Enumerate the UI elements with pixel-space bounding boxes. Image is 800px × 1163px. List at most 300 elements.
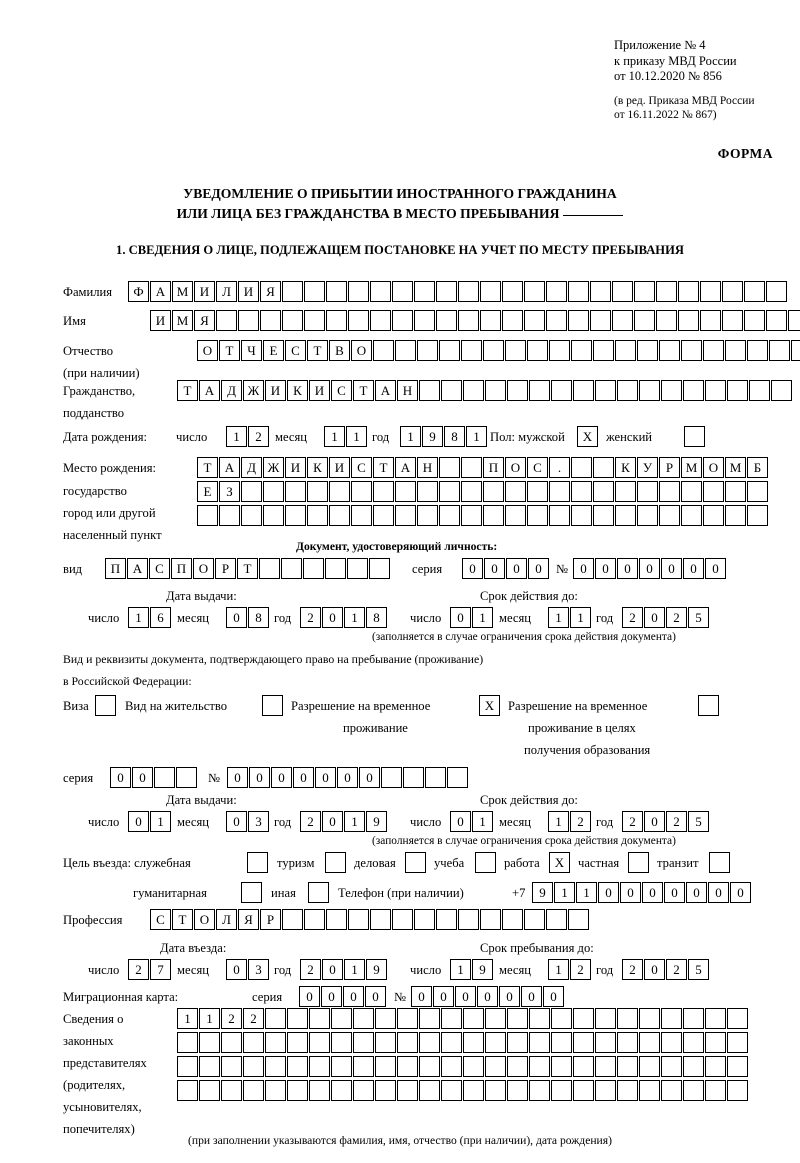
char-cell[interactable]	[304, 281, 325, 302]
char-cell[interactable]	[549, 505, 570, 526]
char-cell[interactable]	[634, 310, 655, 331]
char-cell[interactable]: К	[287, 380, 308, 401]
char-cell[interactable]	[347, 558, 368, 579]
patronymic-input[interactable]	[197, 340, 800, 361]
char-cell[interactable]	[282, 310, 303, 331]
char-cell[interactable]: П	[483, 457, 504, 478]
phone-input[interactable]	[532, 882, 752, 903]
char-cell[interactable]: Т	[172, 909, 193, 930]
char-cell[interactable]	[549, 340, 570, 361]
char-cell[interactable]	[331, 1032, 352, 1053]
char-cell[interactable]	[403, 767, 424, 788]
char-cell[interactable]: Я	[238, 909, 259, 930]
char-cell[interactable]	[373, 481, 394, 502]
char-cell[interactable]	[527, 505, 548, 526]
char-cell[interactable]	[419, 1080, 440, 1101]
char-cell[interactable]: 8	[248, 607, 269, 628]
char-cell[interactable]: О	[197, 340, 218, 361]
char-cell[interactable]	[639, 1080, 660, 1101]
char-cell[interactable]: 0	[573, 558, 594, 579]
char-cell[interactable]: М	[725, 457, 746, 478]
char-cell[interactable]: 0	[343, 986, 364, 1007]
temp-residence-checkbox[interactable]: X	[479, 695, 500, 716]
char-cell[interactable]: 2	[622, 811, 643, 832]
char-cell[interactable]	[705, 1080, 726, 1101]
char-cell[interactable]: 3	[248, 959, 269, 980]
char-cell[interactable]	[287, 1032, 308, 1053]
char-cell[interactable]: И	[238, 281, 259, 302]
char-cell[interactable]	[593, 457, 614, 478]
char-cell[interactable]: 0	[337, 767, 358, 788]
char-cell[interactable]	[281, 558, 302, 579]
char-cell[interactable]	[617, 380, 638, 401]
char-cell[interactable]: 9	[366, 811, 387, 832]
char-cell[interactable]: 0	[642, 882, 663, 903]
entry-month-input[interactable]	[226, 959, 270, 980]
char-cell[interactable]: 0	[730, 882, 751, 903]
char-cell[interactable]	[458, 310, 479, 331]
char-cell[interactable]	[483, 481, 504, 502]
char-cell[interactable]	[436, 909, 457, 930]
char-cell[interactable]	[395, 340, 416, 361]
char-cell[interactable]	[414, 310, 435, 331]
char-cell[interactable]	[725, 481, 746, 502]
char-cell[interactable]	[419, 1032, 440, 1053]
char-cell[interactable]	[617, 1032, 638, 1053]
char-cell[interactable]	[221, 1032, 242, 1053]
char-cell[interactable]: 5	[688, 811, 709, 832]
char-cell[interactable]: Л	[216, 909, 237, 930]
char-cell[interactable]: 9	[472, 959, 493, 980]
char-cell[interactable]: 0	[110, 767, 131, 788]
char-cell[interactable]	[265, 1008, 286, 1029]
char-cell[interactable]	[507, 1032, 528, 1053]
char-cell[interactable]	[593, 481, 614, 502]
char-cell[interactable]: М	[172, 281, 193, 302]
char-cell[interactable]	[700, 281, 721, 302]
migration-number-input[interactable]	[411, 986, 565, 1007]
doc-number-input[interactable]	[573, 558, 727, 579]
char-cell[interactable]	[381, 767, 402, 788]
char-cell[interactable]	[571, 457, 592, 478]
char-cell[interactable]	[216, 310, 237, 331]
char-cell[interactable]: 9	[532, 882, 553, 903]
char-cell[interactable]	[725, 505, 746, 526]
char-cell[interactable]	[725, 340, 746, 361]
char-cell[interactable]	[722, 310, 743, 331]
char-cell[interactable]	[326, 909, 347, 930]
char-cell[interactable]	[447, 767, 468, 788]
char-cell[interactable]	[441, 1008, 462, 1029]
char-cell[interactable]	[595, 380, 616, 401]
char-cell[interactable]: 0	[683, 558, 704, 579]
char-cell[interactable]	[259, 558, 280, 579]
char-cell[interactable]	[681, 481, 702, 502]
char-cell[interactable]	[507, 1008, 528, 1029]
char-cell[interactable]	[241, 481, 262, 502]
birth-place-line-1[interactable]	[197, 457, 769, 478]
char-cell[interactable]	[265, 1056, 286, 1077]
char-cell[interactable]: 1	[576, 882, 597, 903]
char-cell[interactable]	[395, 481, 416, 502]
char-cell[interactable]	[595, 1080, 616, 1101]
char-cell[interactable]	[485, 1008, 506, 1029]
char-cell[interactable]	[439, 505, 460, 526]
char-cell[interactable]	[425, 767, 446, 788]
char-cell[interactable]: 0	[132, 767, 153, 788]
char-cell[interactable]: 1	[128, 607, 149, 628]
char-cell[interactable]	[546, 909, 567, 930]
purpose-work-checkbox[interactable]: X	[549, 852, 570, 873]
purpose-other-checkbox[interactable]	[308, 882, 329, 903]
permit-valid-month-input[interactable]	[548, 811, 592, 832]
char-cell[interactable]: Е	[197, 481, 218, 502]
char-cell[interactable]: 1	[226, 426, 247, 447]
permit-issue-month-input[interactable]	[226, 811, 270, 832]
purpose-tourism-checkbox[interactable]	[325, 852, 346, 873]
char-cell[interactable]: Д	[221, 380, 242, 401]
char-cell[interactable]	[480, 909, 501, 930]
char-cell[interactable]	[238, 310, 259, 331]
char-cell[interactable]	[615, 505, 636, 526]
char-cell[interactable]: 0	[543, 986, 564, 1007]
char-cell[interactable]	[263, 505, 284, 526]
char-cell[interactable]	[397, 1056, 418, 1077]
char-cell[interactable]: 0	[644, 607, 665, 628]
char-cell[interactable]	[307, 481, 328, 502]
char-cell[interactable]: И	[285, 457, 306, 478]
char-cell[interactable]	[703, 505, 724, 526]
char-cell[interactable]	[661, 380, 682, 401]
char-cell[interactable]	[639, 380, 660, 401]
char-cell[interactable]: 0	[644, 959, 665, 980]
char-cell[interactable]	[612, 310, 633, 331]
citizenship-input[interactable]	[177, 380, 793, 401]
char-cell[interactable]: К	[307, 457, 328, 478]
char-cell[interactable]	[392, 909, 413, 930]
char-cell[interactable]: Е	[263, 340, 284, 361]
char-cell[interactable]	[747, 481, 768, 502]
char-cell[interactable]	[199, 1056, 220, 1077]
char-cell[interactable]	[154, 767, 175, 788]
char-cell[interactable]	[419, 1008, 440, 1029]
char-cell[interactable]	[634, 281, 655, 302]
char-cell[interactable]	[329, 505, 350, 526]
char-cell[interactable]: 2	[300, 811, 321, 832]
char-cell[interactable]: .	[549, 457, 570, 478]
char-cell[interactable]	[661, 1080, 682, 1101]
char-cell[interactable]	[659, 505, 680, 526]
char-cell[interactable]	[617, 1080, 638, 1101]
char-cell[interactable]	[615, 340, 636, 361]
char-cell[interactable]	[219, 505, 240, 526]
doc-issue-year-input[interactable]	[300, 607, 388, 628]
permit-series-input[interactable]	[110, 767, 198, 788]
char-cell[interactable]	[331, 1008, 352, 1029]
char-cell[interactable]	[485, 1080, 506, 1101]
char-cell[interactable]	[683, 1008, 704, 1029]
char-cell[interactable]	[353, 1056, 374, 1077]
char-cell[interactable]	[309, 1080, 330, 1101]
char-cell[interactable]	[326, 310, 347, 331]
char-cell[interactable]	[681, 505, 702, 526]
char-cell[interactable]: З	[219, 481, 240, 502]
char-cell[interactable]	[551, 1080, 572, 1101]
char-cell[interactable]	[678, 281, 699, 302]
char-cell[interactable]	[419, 380, 440, 401]
char-cell[interactable]: 1	[344, 607, 365, 628]
char-cell[interactable]	[375, 1080, 396, 1101]
char-cell[interactable]	[727, 1008, 748, 1029]
char-cell[interactable]	[527, 340, 548, 361]
char-cell[interactable]: 0	[462, 558, 483, 579]
char-cell[interactable]: 2	[666, 811, 687, 832]
char-cell[interactable]	[373, 505, 394, 526]
char-cell[interactable]: М	[681, 457, 702, 478]
char-cell[interactable]	[529, 1080, 550, 1101]
legal-rep-line-4[interactable]	[177, 1080, 749, 1101]
char-cell[interactable]	[573, 1032, 594, 1053]
char-cell[interactable]	[309, 1032, 330, 1053]
char-cell[interactable]	[441, 1080, 462, 1101]
char-cell[interactable]: Р	[659, 457, 680, 478]
char-cell[interactable]: Т	[373, 457, 394, 478]
permit-issue-day-input[interactable]	[128, 811, 172, 832]
char-cell[interactable]	[282, 281, 303, 302]
char-cell[interactable]	[703, 481, 724, 502]
char-cell[interactable]	[590, 281, 611, 302]
char-cell[interactable]	[375, 1032, 396, 1053]
sex-female-checkbox[interactable]	[684, 426, 705, 447]
char-cell[interactable]	[485, 380, 506, 401]
char-cell[interactable]: С	[351, 457, 372, 478]
char-cell[interactable]: 1	[150, 811, 171, 832]
purpose-official-checkbox[interactable]	[247, 852, 268, 873]
profession-input[interactable]	[150, 909, 590, 930]
char-cell[interactable]	[351, 505, 372, 526]
char-cell[interactable]: 0	[227, 767, 248, 788]
char-cell[interactable]: С	[331, 380, 352, 401]
char-cell[interactable]	[568, 909, 589, 930]
char-cell[interactable]: 0	[411, 986, 432, 1007]
char-cell[interactable]	[304, 310, 325, 331]
char-cell[interactable]	[463, 1008, 484, 1029]
char-cell[interactable]	[639, 1056, 660, 1077]
char-cell[interactable]: 0	[664, 882, 685, 903]
char-cell[interactable]: А	[219, 457, 240, 478]
char-cell[interactable]	[727, 380, 748, 401]
char-cell[interactable]	[571, 481, 592, 502]
doc-issue-day-input[interactable]	[128, 607, 172, 628]
char-cell[interactable]	[353, 1008, 374, 1029]
char-cell[interactable]: 0	[521, 986, 542, 1007]
legal-rep-line-3[interactable]	[177, 1056, 749, 1077]
char-cell[interactable]: 0	[644, 811, 665, 832]
char-cell[interactable]: Т	[197, 457, 218, 478]
char-cell[interactable]	[595, 1032, 616, 1053]
char-cell[interactable]	[436, 310, 457, 331]
char-cell[interactable]: 0	[477, 986, 498, 1007]
char-cell[interactable]: 0	[315, 767, 336, 788]
char-cell[interactable]	[659, 481, 680, 502]
char-cell[interactable]	[507, 1080, 528, 1101]
char-cell[interactable]	[568, 281, 589, 302]
char-cell[interactable]: А	[199, 380, 220, 401]
char-cell[interactable]: О	[505, 457, 526, 478]
char-cell[interactable]: 2	[622, 959, 643, 980]
char-cell[interactable]	[551, 1032, 572, 1053]
char-cell[interactable]	[661, 1008, 682, 1029]
char-cell[interactable]	[705, 1032, 726, 1053]
char-cell[interactable]: О	[351, 340, 372, 361]
doc-kind-input[interactable]	[105, 558, 391, 579]
char-cell[interactable]: 0	[322, 959, 343, 980]
legal-rep-line-1[interactable]	[177, 1008, 749, 1029]
char-cell[interactable]	[722, 281, 743, 302]
char-cell[interactable]	[788, 310, 800, 331]
char-cell[interactable]: 0	[598, 882, 619, 903]
char-cell[interactable]: Т	[307, 340, 328, 361]
char-cell[interactable]	[593, 340, 614, 361]
char-cell[interactable]	[505, 481, 526, 502]
char-cell[interactable]	[199, 1080, 220, 1101]
char-cell[interactable]	[661, 1032, 682, 1053]
char-cell[interactable]	[348, 281, 369, 302]
purpose-humanitarian-checkbox[interactable]	[241, 882, 262, 903]
doc-series-input[interactable]	[462, 558, 550, 579]
char-cell[interactable]	[397, 1008, 418, 1029]
char-cell[interactable]	[397, 1032, 418, 1053]
char-cell[interactable]	[439, 340, 460, 361]
char-cell[interactable]	[483, 505, 504, 526]
char-cell[interactable]	[463, 1032, 484, 1053]
char-cell[interactable]	[325, 558, 346, 579]
char-cell[interactable]	[637, 340, 658, 361]
char-cell[interactable]: И	[150, 310, 171, 331]
char-cell[interactable]	[303, 558, 324, 579]
char-cell[interactable]	[747, 340, 768, 361]
char-cell[interactable]	[461, 505, 482, 526]
char-cell[interactable]: 1	[548, 811, 569, 832]
char-cell[interactable]: 0	[661, 558, 682, 579]
char-cell[interactable]	[551, 1008, 572, 1029]
char-cell[interactable]: 1	[177, 1008, 198, 1029]
char-cell[interactable]	[727, 1056, 748, 1077]
char-cell[interactable]: 1	[324, 426, 345, 447]
char-cell[interactable]: А	[395, 457, 416, 478]
char-cell[interactable]	[439, 481, 460, 502]
char-cell[interactable]	[595, 1008, 616, 1029]
char-cell[interactable]	[703, 340, 724, 361]
char-cell[interactable]: И	[309, 380, 330, 401]
char-cell[interactable]	[263, 481, 284, 502]
char-cell[interactable]: П	[105, 558, 126, 579]
char-cell[interactable]	[375, 1056, 396, 1077]
migration-series-input[interactable]	[299, 986, 387, 1007]
char-cell[interactable]	[744, 281, 765, 302]
char-cell[interactable]: Р	[260, 909, 281, 930]
char-cell[interactable]: 0	[226, 959, 247, 980]
char-cell[interactable]	[769, 340, 790, 361]
char-cell[interactable]	[485, 1056, 506, 1077]
char-cell[interactable]	[353, 1080, 374, 1101]
purpose-transit-checkbox[interactable]	[709, 852, 730, 873]
stay-day-input[interactable]	[450, 959, 494, 980]
char-cell[interactable]	[615, 481, 636, 502]
char-cell[interactable]	[590, 310, 611, 331]
char-cell[interactable]	[700, 310, 721, 331]
char-cell[interactable]	[617, 1056, 638, 1077]
char-cell[interactable]	[771, 380, 792, 401]
char-cell[interactable]	[414, 281, 435, 302]
char-cell[interactable]: 5	[688, 607, 709, 628]
char-cell[interactable]	[480, 310, 501, 331]
char-cell[interactable]	[241, 505, 262, 526]
char-cell[interactable]	[436, 281, 457, 302]
char-cell[interactable]: 1	[400, 426, 421, 447]
char-cell[interactable]: 2	[243, 1008, 264, 1029]
char-cell[interactable]: Т	[177, 380, 198, 401]
char-cell[interactable]	[285, 481, 306, 502]
char-cell[interactable]	[353, 1032, 374, 1053]
doc-issue-month-input[interactable]	[226, 607, 270, 628]
char-cell[interactable]: 2	[666, 959, 687, 980]
char-cell[interactable]: 2	[622, 607, 643, 628]
char-cell[interactable]: М	[172, 310, 193, 331]
char-cell[interactable]	[747, 505, 768, 526]
char-cell[interactable]: Л	[216, 281, 237, 302]
residence-checkbox[interactable]	[262, 695, 283, 716]
char-cell[interactable]: 0	[639, 558, 660, 579]
char-cell[interactable]: 0	[450, 811, 471, 832]
char-cell[interactable]: У	[637, 457, 658, 478]
char-cell[interactable]	[370, 281, 391, 302]
char-cell[interactable]: А	[375, 380, 396, 401]
surname-input[interactable]	[128, 281, 788, 302]
stay-year-input[interactable]	[622, 959, 710, 980]
entry-day-input[interactable]	[128, 959, 172, 980]
char-cell[interactable]	[639, 1008, 660, 1029]
char-cell[interactable]	[419, 1056, 440, 1077]
char-cell[interactable]: 0	[705, 558, 726, 579]
char-cell[interactable]: Я	[194, 310, 215, 331]
char-cell[interactable]: 9	[422, 426, 443, 447]
char-cell[interactable]: 3	[248, 811, 269, 832]
char-cell[interactable]: Ч	[241, 340, 262, 361]
char-cell[interactable]	[727, 1032, 748, 1053]
char-cell[interactable]	[507, 380, 528, 401]
char-cell[interactable]: Н	[417, 457, 438, 478]
name-input[interactable]	[150, 310, 800, 331]
char-cell[interactable]	[370, 909, 391, 930]
char-cell[interactable]	[593, 505, 614, 526]
char-cell[interactable]: А	[127, 558, 148, 579]
char-cell[interactable]	[502, 310, 523, 331]
char-cell[interactable]: 0	[686, 882, 707, 903]
char-cell[interactable]: К	[615, 457, 636, 478]
birth-month-input[interactable]	[324, 426, 368, 447]
char-cell[interactable]	[505, 505, 526, 526]
char-cell[interactable]	[392, 281, 413, 302]
permit-issue-year-input[interactable]	[300, 811, 388, 832]
char-cell[interactable]	[705, 380, 726, 401]
char-cell[interactable]: 0	[322, 811, 343, 832]
char-cell[interactable]	[463, 380, 484, 401]
char-cell[interactable]	[441, 380, 462, 401]
char-cell[interactable]	[637, 481, 658, 502]
char-cell[interactable]: Ж	[243, 380, 264, 401]
char-cell[interactable]	[549, 481, 570, 502]
